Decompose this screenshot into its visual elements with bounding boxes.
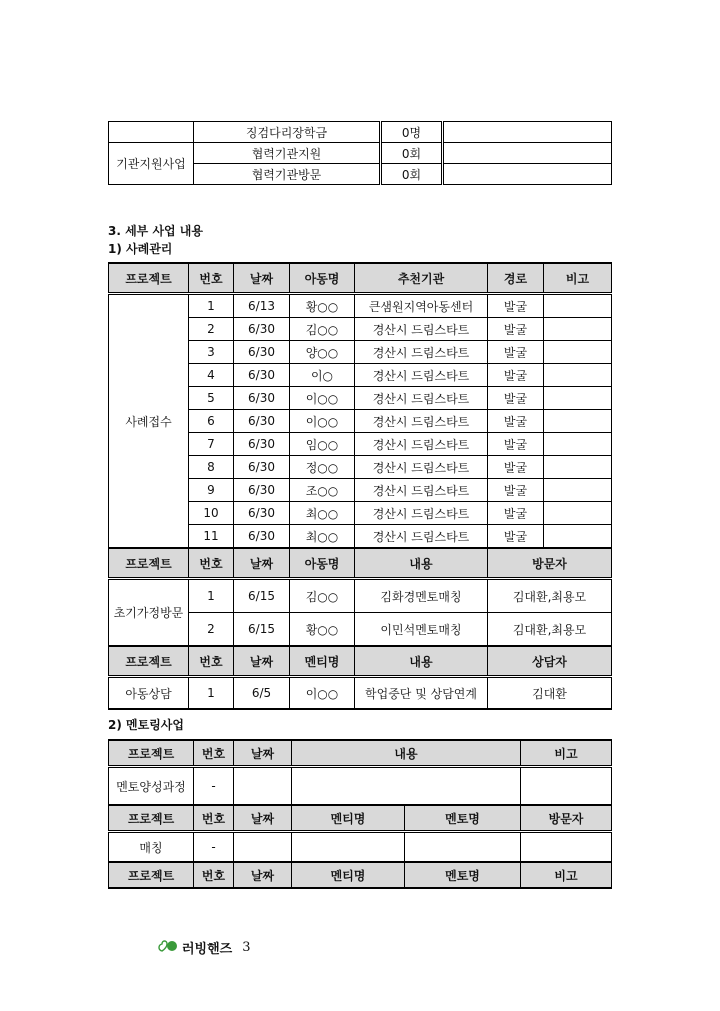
col-header: 멘토명 (405, 805, 521, 832)
col-header: 날짜 (234, 862, 292, 888)
col-header: 방문자 (488, 548, 612, 579)
note-cell (443, 164, 612, 185)
row-content: 김화경멘토매칭 (355, 579, 488, 613)
row-date: 6/30 (234, 318, 290, 341)
item-cell: 협력기관방문 (194, 164, 381, 185)
row-note (521, 767, 612, 806)
row-note (544, 364, 612, 387)
col-header: 멘티명 (292, 805, 405, 832)
row-date: 6/30 (234, 525, 290, 549)
subsection-mentoring-title: 2) 멘토링사업 (108, 718, 184, 732)
col-header: 번호 (189, 263, 234, 294)
row-date (234, 832, 292, 863)
case-management-table (108, 262, 612, 710)
row-org: 경산시 드림스타트 (355, 387, 488, 410)
brand-name: 러빙핸즈 (182, 941, 233, 957)
col-header: 상담자 (488, 646, 612, 677)
row-child: 이○○ (290, 387, 355, 410)
row-content: 학업중단 및 상담연계 (355, 677, 488, 710)
col-header: 경로 (488, 263, 544, 294)
row-route: 발굴 (488, 479, 544, 502)
row-child: 이○ (290, 364, 355, 387)
note-cell (443, 143, 612, 164)
col-header: 멘티명 (292, 862, 405, 888)
row-note (544, 318, 612, 341)
row-visitor (521, 832, 612, 863)
row-route: 발굴 (488, 456, 544, 479)
row-child: 이○○ (290, 410, 355, 433)
row-date: 6/5 (234, 677, 290, 710)
col-header: 날짜 (234, 548, 290, 579)
row-no: 8 (189, 456, 234, 479)
row-child: 양○○ (290, 341, 355, 364)
row-date: 6/30 (234, 364, 290, 387)
row-org: 경산시 드림스타트 (355, 456, 488, 479)
row-note (544, 341, 612, 364)
row-child: 최○○ (290, 525, 355, 549)
col-header: 아동명 (290, 263, 355, 294)
col-header: 내용 (355, 548, 488, 579)
row-child: 조○○ (290, 479, 355, 502)
row-no: 2 (189, 613, 234, 647)
row-no: 1 (189, 294, 234, 318)
col-header: 프로젝트 (109, 862, 194, 888)
row-route: 발굴 (488, 433, 544, 456)
row-note (544, 387, 612, 410)
row-date: 6/30 (234, 410, 290, 433)
row-org: 경산시 드림스타트 (355, 318, 488, 341)
row-no: 9 (189, 479, 234, 502)
row-date: 6/30 (234, 341, 290, 364)
row-note (544, 433, 612, 456)
row-no: 4 (189, 364, 234, 387)
row-org: 경산시 드림스타트 (355, 433, 488, 456)
row-note (544, 502, 612, 525)
row-route: 발굴 (488, 341, 544, 364)
mentoring-table (108, 739, 612, 889)
row-route: 발굴 (488, 387, 544, 410)
col-header: 번호 (189, 646, 234, 677)
col-header: 방문자 (521, 805, 612, 832)
row-no: 5 (189, 387, 234, 410)
row-no: 1 (189, 677, 234, 710)
row-route: 발굴 (488, 318, 544, 341)
row-date (234, 767, 292, 806)
row-org: 경산시 드림스타트 (355, 525, 488, 549)
row-project: 멘토양성과정 (109, 767, 194, 806)
support-summary-table (108, 121, 612, 185)
col-header: 멘토명 (405, 862, 521, 888)
group-label: 기관지원사업 (109, 143, 194, 185)
row-org: 경산시 드림스타트 (355, 364, 488, 387)
item-cell: 협력기관지원 (194, 143, 381, 164)
col-header: 날짜 (234, 263, 290, 294)
row-date: 6/30 (234, 502, 290, 525)
row-no: 10 (189, 502, 234, 525)
col-header: 추천기관 (355, 263, 488, 294)
subsection-case-title: 1) 사례관리 (108, 242, 173, 256)
item-cell: 징검다리장학금 (194, 122, 381, 143)
group-label: 사례접수 (109, 294, 189, 549)
col-header: 번호 (194, 862, 234, 888)
count-cell: 0명 (381, 122, 443, 143)
row-visitor: 김대환,최용모 (488, 579, 612, 613)
row-note (544, 294, 612, 318)
col-header: 비고 (521, 740, 612, 767)
row-org: 경산시 드림스타트 (355, 410, 488, 433)
row-mentee: 이○○ (290, 677, 355, 710)
row-child: 최○○ (290, 502, 355, 525)
row-note (544, 456, 612, 479)
row-no: 6 (189, 410, 234, 433)
col-header: 날짜 (234, 740, 292, 767)
row-content (292, 767, 521, 806)
col-header: 번호 (194, 805, 234, 832)
row-note (544, 410, 612, 433)
row-date: 6/15 (234, 613, 290, 647)
group-label-top-empty (109, 122, 194, 143)
row-child: 김○○ (290, 579, 355, 613)
row-note (544, 525, 612, 549)
row-org: 경산시 드림스타트 (355, 341, 488, 364)
row-child: 임○○ (290, 433, 355, 456)
row-project: 아동상담 (109, 677, 189, 710)
row-mentor (405, 832, 521, 863)
row-child: 김○○ (290, 318, 355, 341)
note-cell (443, 122, 612, 143)
row-route: 발굴 (488, 410, 544, 433)
row-route: 발굴 (488, 502, 544, 525)
row-date: 6/30 (234, 387, 290, 410)
row-date: 6/15 (234, 579, 290, 613)
row-no: 11 (189, 525, 234, 549)
row-date: 6/30 (234, 479, 290, 502)
row-date: 6/30 (234, 433, 290, 456)
row-child: 황○○ (290, 294, 355, 318)
group-label: 초기가정방문 (109, 579, 189, 647)
col-header: 내용 (292, 740, 521, 767)
row-no: 1 (189, 579, 234, 613)
row-no: 2 (189, 318, 234, 341)
row-counselor: 김대환 (488, 677, 612, 710)
row-org: 경산시 드림스타트 (355, 479, 488, 502)
row-route: 발굴 (488, 364, 544, 387)
row-note (544, 479, 612, 502)
col-header: 비고 (521, 862, 612, 888)
col-header: 번호 (194, 740, 234, 767)
clover-leaves-icon (158, 937, 178, 957)
row-no: 3 (189, 341, 234, 364)
row-date: 6/30 (234, 456, 290, 479)
row-content: 이민석멘토매칭 (355, 613, 488, 647)
col-header: 프로젝트 (109, 646, 189, 677)
col-header: 번호 (189, 548, 234, 579)
page-number: 3 (242, 939, 251, 955)
row-date: 6/13 (234, 294, 290, 318)
col-header: 날짜 (234, 646, 290, 677)
row-child: 정○○ (290, 456, 355, 479)
col-header: 비고 (544, 263, 612, 294)
row-org: 경산시 드림스타트 (355, 502, 488, 525)
col-header: 프로젝트 (109, 548, 189, 579)
row-org: 큰샘원지역아동센터 (355, 294, 488, 318)
section3-title: 3. 세부 사업 내용 (108, 224, 203, 238)
count-cell: 0회 (381, 164, 443, 185)
row-route: 발굴 (488, 525, 544, 549)
page-footer (158, 937, 251, 957)
col-header: 날짜 (234, 805, 292, 832)
row-no: 7 (189, 433, 234, 456)
col-header: 프로젝트 (109, 263, 189, 294)
row-no: - (194, 832, 234, 863)
row-route: 발굴 (488, 294, 544, 318)
row-child: 황○○ (290, 613, 355, 647)
col-header: 아동명 (290, 548, 355, 579)
col-header: 멘티명 (290, 646, 355, 677)
row-no: - (194, 767, 234, 806)
count-cell: 0회 (381, 143, 443, 164)
row-project: 매칭 (109, 832, 194, 863)
col-header: 프로젝트 (109, 805, 194, 832)
row-mentee (292, 832, 405, 863)
col-header: 내용 (355, 646, 488, 677)
col-header: 프로젝트 (109, 740, 194, 767)
row-visitor: 김대환,최용모 (488, 613, 612, 647)
